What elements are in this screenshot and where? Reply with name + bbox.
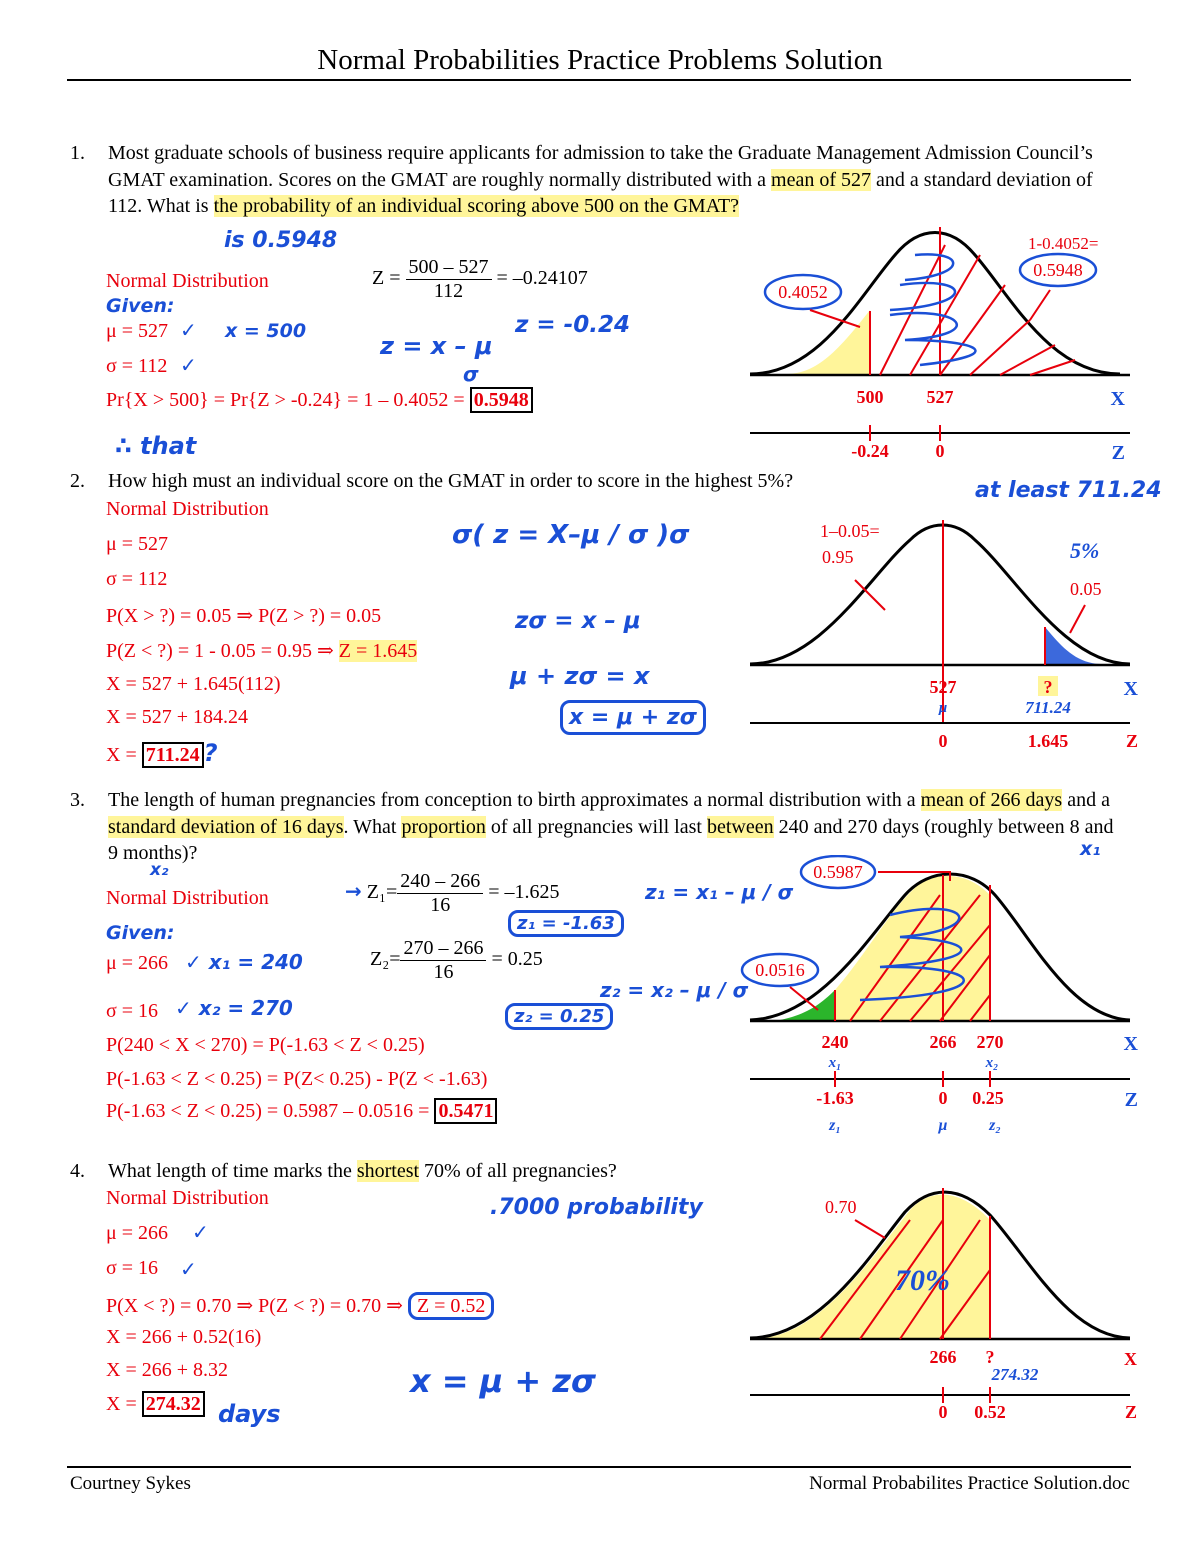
problem-3-line-2: P(-1.63 < Z < 0.25) = P(Z< 0.25) - P(Z < -1.63) [106, 1068, 488, 1090]
g1-left-area [785, 310, 870, 374]
g3-left-area-label: 0.0516 [755, 960, 805, 980]
problem-2-sigma: σ = 112 [106, 568, 168, 590]
problem-3-hand-f2: z₂ = x₂ – μ / σ [600, 978, 749, 1002]
footer-author: Courtney Sykes [70, 1473, 191, 1494]
problem-1-hand-sigma: σ [463, 362, 479, 386]
problem-4-dist-label: Normal Distribution [106, 1187, 269, 1209]
problem-3-line-1: P(240 < X < 270) = P(-1.63 < Z < 0.25) [106, 1034, 425, 1056]
problem-4-hand-prob: .7000 probability [490, 1195, 703, 1220]
g2-mu-hand: μ [938, 700, 948, 716]
g1-z-label: Z [1111, 442, 1125, 464]
g3-x-label: X [1123, 1033, 1138, 1055]
problem-3-hand-f1: z₁ = x₁ – μ / σ [645, 880, 794, 904]
problem-1-x-note: x = 500 [225, 320, 307, 342]
g4-x1: 266 [929, 1347, 957, 1367]
g4-x2-hand: 274.32 [991, 1365, 1039, 1384]
problem-4-line-3: X = 266 + 8.32 [106, 1359, 229, 1381]
problem-2-hand-4: x = μ + zσ [560, 700, 706, 735]
problem-4-check-mu: ✓ [192, 1220, 209, 1244]
problem-2-dist-label: Normal Distribution [106, 498, 269, 520]
problem-1-sigma: σ = 112 [106, 355, 168, 377]
g4-x-label: X [1124, 1349, 1137, 1369]
g4-pct: 70% [895, 1264, 950, 1297]
g1-left-area-label: 0.4052 [778, 282, 828, 302]
g2-x-label: X [1123, 678, 1138, 700]
problem-3-dist-label: Normal Distribution [106, 887, 269, 909]
g4-z1: 0 [938, 1402, 948, 1422]
g3-hz1: z₁ [829, 1117, 841, 1134]
g1-right-area-label: 0.5948 [1033, 260, 1083, 280]
g1-x-label: X [1110, 388, 1125, 410]
g2-left-area-b: 0.95 [822, 547, 854, 567]
problem-1-graph [740, 215, 1160, 470]
g3-hz2: z₂ [989, 1117, 1001, 1134]
g4-z-label: Z [1124, 1402, 1137, 1422]
problem-1-check-sigma: ✓ [180, 353, 197, 377]
g3-hx2: x₂ [985, 1055, 999, 1071]
problem-2-hand-answer: at least 711.24 [975, 478, 1162, 503]
g3-x3: 270 [976, 1032, 1004, 1052]
problem-3-hand-z1: z₁ = -1.63 [508, 910, 624, 937]
g1-x2: 527 [926, 387, 954, 407]
problem-4-graph [740, 1180, 1160, 1430]
problem-3-answer: 0.5471 [434, 1098, 497, 1124]
g3-hmu: μ [938, 1117, 948, 1134]
problem-1-hand-formula: z = x – μ [380, 332, 493, 360]
problem-4-check-sigma: ✓ [180, 1257, 197, 1281]
problem-3-line-3: P(-1.63 < Z < 0.25) = 0.5987 – 0.0516 = 0.5471 [106, 1100, 497, 1123]
problem-3-question: 3. The length of human pregnancies from conception to birth approximates a normal distribution with a mean of 266 days and a standard deviation of 16 days. What proportion of all pregnancies will last between 240 and 270 days (roughly between 8 and 9 months)? [70, 789, 1114, 864]
g2-z1: 0 [938, 731, 948, 751]
g3-x2: 266 [929, 1032, 957, 1052]
g1-z2: 0 [935, 441, 945, 461]
problem-3-z2-formula: Z₂= $\frac{270 - 266}{16}$ = 0.25 [370, 937, 543, 983]
problem-2-graph [740, 505, 1160, 760]
problem-2-line-3: X = 527 + 1.645(112) [106, 673, 281, 695]
problem-2-hand-2: zσ = x – μ [515, 608, 641, 634]
header-rule [67, 79, 1131, 81]
footer-filename: Normal Probabilites Practice Solution.doc [809, 1473, 1130, 1494]
problem-1-answer: 0.5948 [470, 387, 533, 413]
problem-3-given: Given: [106, 922, 175, 944]
problem-2-hand-3: μ + zσ = x [510, 662, 650, 690]
problem-4-mu: μ = 266 [106, 1222, 169, 1244]
problem-1-prob-line: Pr{X > 500} = Pr{Z > -0.24} = 1 – 0.4052 = 0.5948 [106, 389, 533, 412]
g4-x2: ? [985, 1347, 995, 1367]
problem-3-hand-x2: x₂ [150, 860, 169, 880]
footer-rule [67, 1466, 1131, 1468]
problem-2-mu: μ = 527 [106, 533, 169, 555]
g3-left-area [780, 990, 835, 1020]
g2-x2-hand: 711.24 [1025, 698, 1071, 717]
problem-3-hand-x1: x₁ [1080, 838, 1101, 860]
problem-4-sigma: σ = 16 [106, 1257, 159, 1279]
g3-x1: 240 [821, 1032, 849, 1052]
problem-4-line-1: P(X < ?) = 0.70 ⇒ P(Z < ?) = 0.70 ⇒ Z = 0.52 [106, 1293, 494, 1318]
g4-z2: 0.52 [974, 1402, 1006, 1422]
problem-4-line-2: X = 266 + 0.52(16) [106, 1326, 262, 1348]
problem-3-x1-note: ✓ x₁ = 240 [185, 950, 303, 974]
problem-1-check-mu: ✓ [180, 318, 197, 342]
g2-left-area-a: 1–0.05= [820, 521, 880, 541]
g3-hx1: x₁ [828, 1055, 842, 1071]
problem-1-z-formula: Z = $\frac{500 - 527}{112}$ = –0.24107 [372, 256, 588, 302]
g2-z2: 1.645 [1027, 731, 1069, 751]
g3-z-label: Z [1124, 1089, 1138, 1111]
problem-3-mu: μ = 266 [106, 952, 169, 974]
problem-4-answer: 274.32 [142, 1391, 205, 1417]
problem-2-line-4: X = 527 + 184.24 [106, 706, 249, 728]
problem-1-hand-note: ∴ that [115, 432, 197, 460]
g3-z3: 0.25 [972, 1088, 1004, 1108]
problem-4-hand-formula: x = μ + zσ [410, 1362, 596, 1400]
problem-1-hand-z: z = -0.24 [515, 312, 630, 338]
problem-3-x2-note: ✓ x₂ = 270 [175, 996, 293, 1020]
g2-right-area [1045, 627, 1100, 664]
problem-2-question: 2. How high must an individual score on the GMAT in order to score in the highest 5%? [70, 470, 794, 492]
problem-3-graph [740, 855, 1160, 1140]
g1-calc-label: 1-0.4052= [1028, 234, 1099, 253]
problem-1-hand-answer: is 0.5948 [224, 228, 338, 253]
g2-z-label: Z [1125, 731, 1138, 751]
g1-z1: -0.24 [851, 441, 889, 461]
g2-right-area: 0.05 [1070, 579, 1102, 599]
problem-2-line-2: P(Z < ?) = 1 - 0.05 = 0.95 ⇒ Z = 1.645 [106, 640, 418, 662]
problem-4-question: 4. What length of time marks the shortest 70% of all pregnancies? [70, 1160, 617, 1182]
problem-4-hand-days: days [218, 1400, 281, 1428]
g2-right-pct: 5% [1070, 538, 1100, 563]
problem-2-answer: 711.24 [142, 742, 204, 768]
problem-1-given: Given: [106, 295, 175, 317]
problem-2-line-5: X = 711.24 ? [106, 739, 218, 767]
problem-3-hand-z2: z₂ = 0.25 [505, 1003, 613, 1030]
problem-3-sigma: σ = 16 [106, 1000, 159, 1022]
g2-x1: 527 [929, 677, 957, 697]
g3-top-area: 0.5987 [813, 862, 863, 882]
problem-3-z1-formula: → Z₁= $\frac{240 - 266}{16}$ = –1.625 [345, 870, 560, 916]
g2-x2: ? [1043, 677, 1053, 697]
g3-middle-area [835, 876, 990, 1020]
g3-z2: 0 [938, 1088, 948, 1108]
page-title: Normal Probabilities Practice Problems Solution [317, 44, 883, 76]
problem-1-question: 1. Most graduate schools of business require applicants for admission to take the Graduate Management Admission Council’s GMAT examination. Scores on the GMAT are roughly normally distributed with a mean of 527 and a standard deviation of 112. What is the probability of an individual scoring above 500 on the GMAT? [70, 142, 1093, 217]
g1-x1: 500 [856, 387, 884, 407]
g3-z1: -1.63 [816, 1088, 854, 1108]
problem-4-line-4: X = 274.32 [106, 1393, 205, 1416]
g4-area-label: 0.70 [825, 1197, 857, 1217]
problem-2-hand-1: σ( z = X–μ / σ )σ [452, 520, 690, 550]
problem-1-mu: μ = 527 [106, 320, 169, 342]
problem-1-dist-label: Normal Distribution [106, 270, 269, 292]
problem-2-line-1: P(X > ?) = 0.05 ⇒ P(Z > ?) = 0.05 [106, 605, 382, 627]
